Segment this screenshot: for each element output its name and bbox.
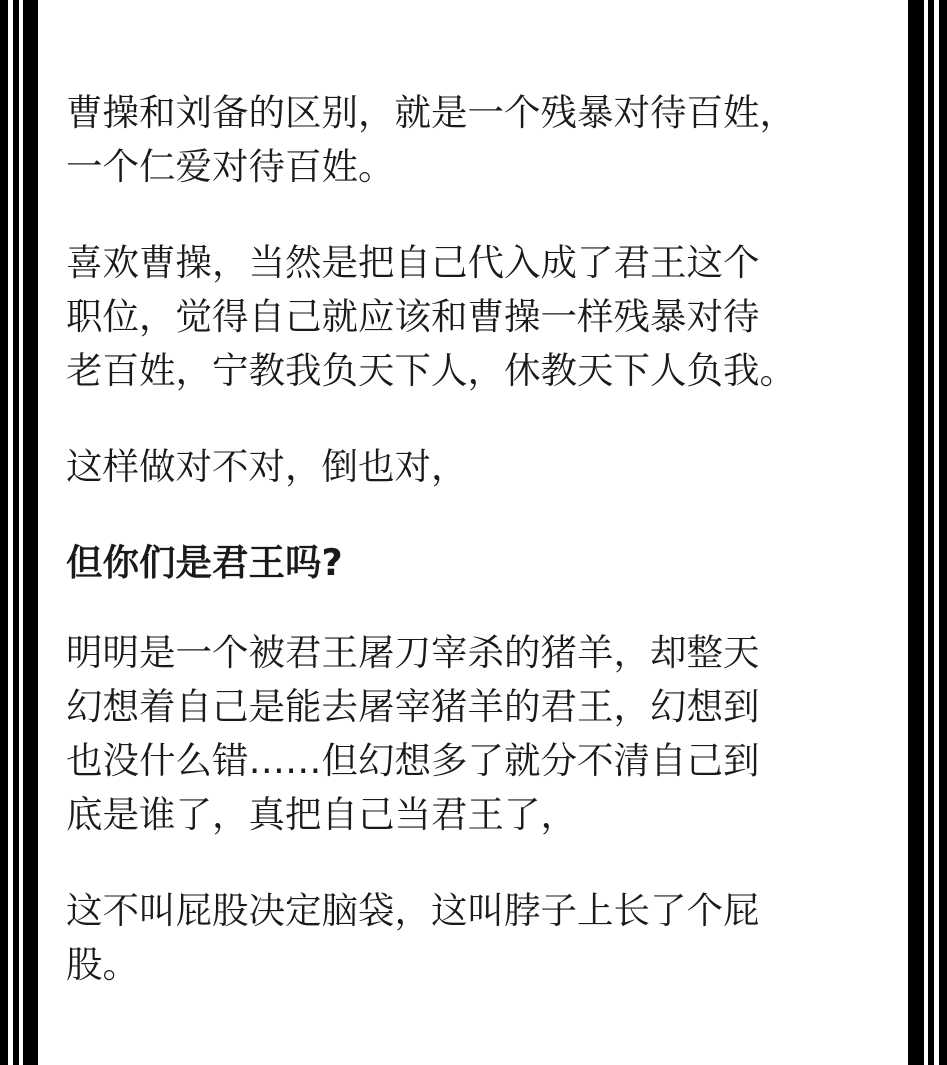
paragraph-5: 明明是一个被君王屠刀宰杀的猪羊，却整天 幻想着自己是能去屠宰猪羊的君王，幻想到 也没什么错……但幻想多了就分不清自己到 底是谁了，真把自己当君王了， [66,631,760,836]
paragraph-2: 喜欢曹操，当然是把自己代入成了君王这个 职位，觉得自己就应该和曹操一样残暴对待 老百姓，宁教我负天下人，休教天下人负我。 [66,241,796,392]
document-page [38,0,908,1065]
frame-border-left-outer [8,0,13,1065]
frame-border-right-inner [924,0,928,1065]
article-body [66,86,896,1034]
paragraph-4-bold-question: 但你们是君王吗? [66,541,343,584]
paragraph-1: 曹操和刘备的区别，就是一个残暴对待百姓， 一个仁爱对待百姓。 [66,91,796,188]
frame-border-right-outer [934,0,939,1065]
frame-border-left-inner [19,0,23,1065]
paragraph-3: 这样做对不对，倒也对， [66,445,468,488]
paragraph-6: 这不叫屁股决定脑袋，这叫脖子上长了个屁 股。 [66,889,760,986]
